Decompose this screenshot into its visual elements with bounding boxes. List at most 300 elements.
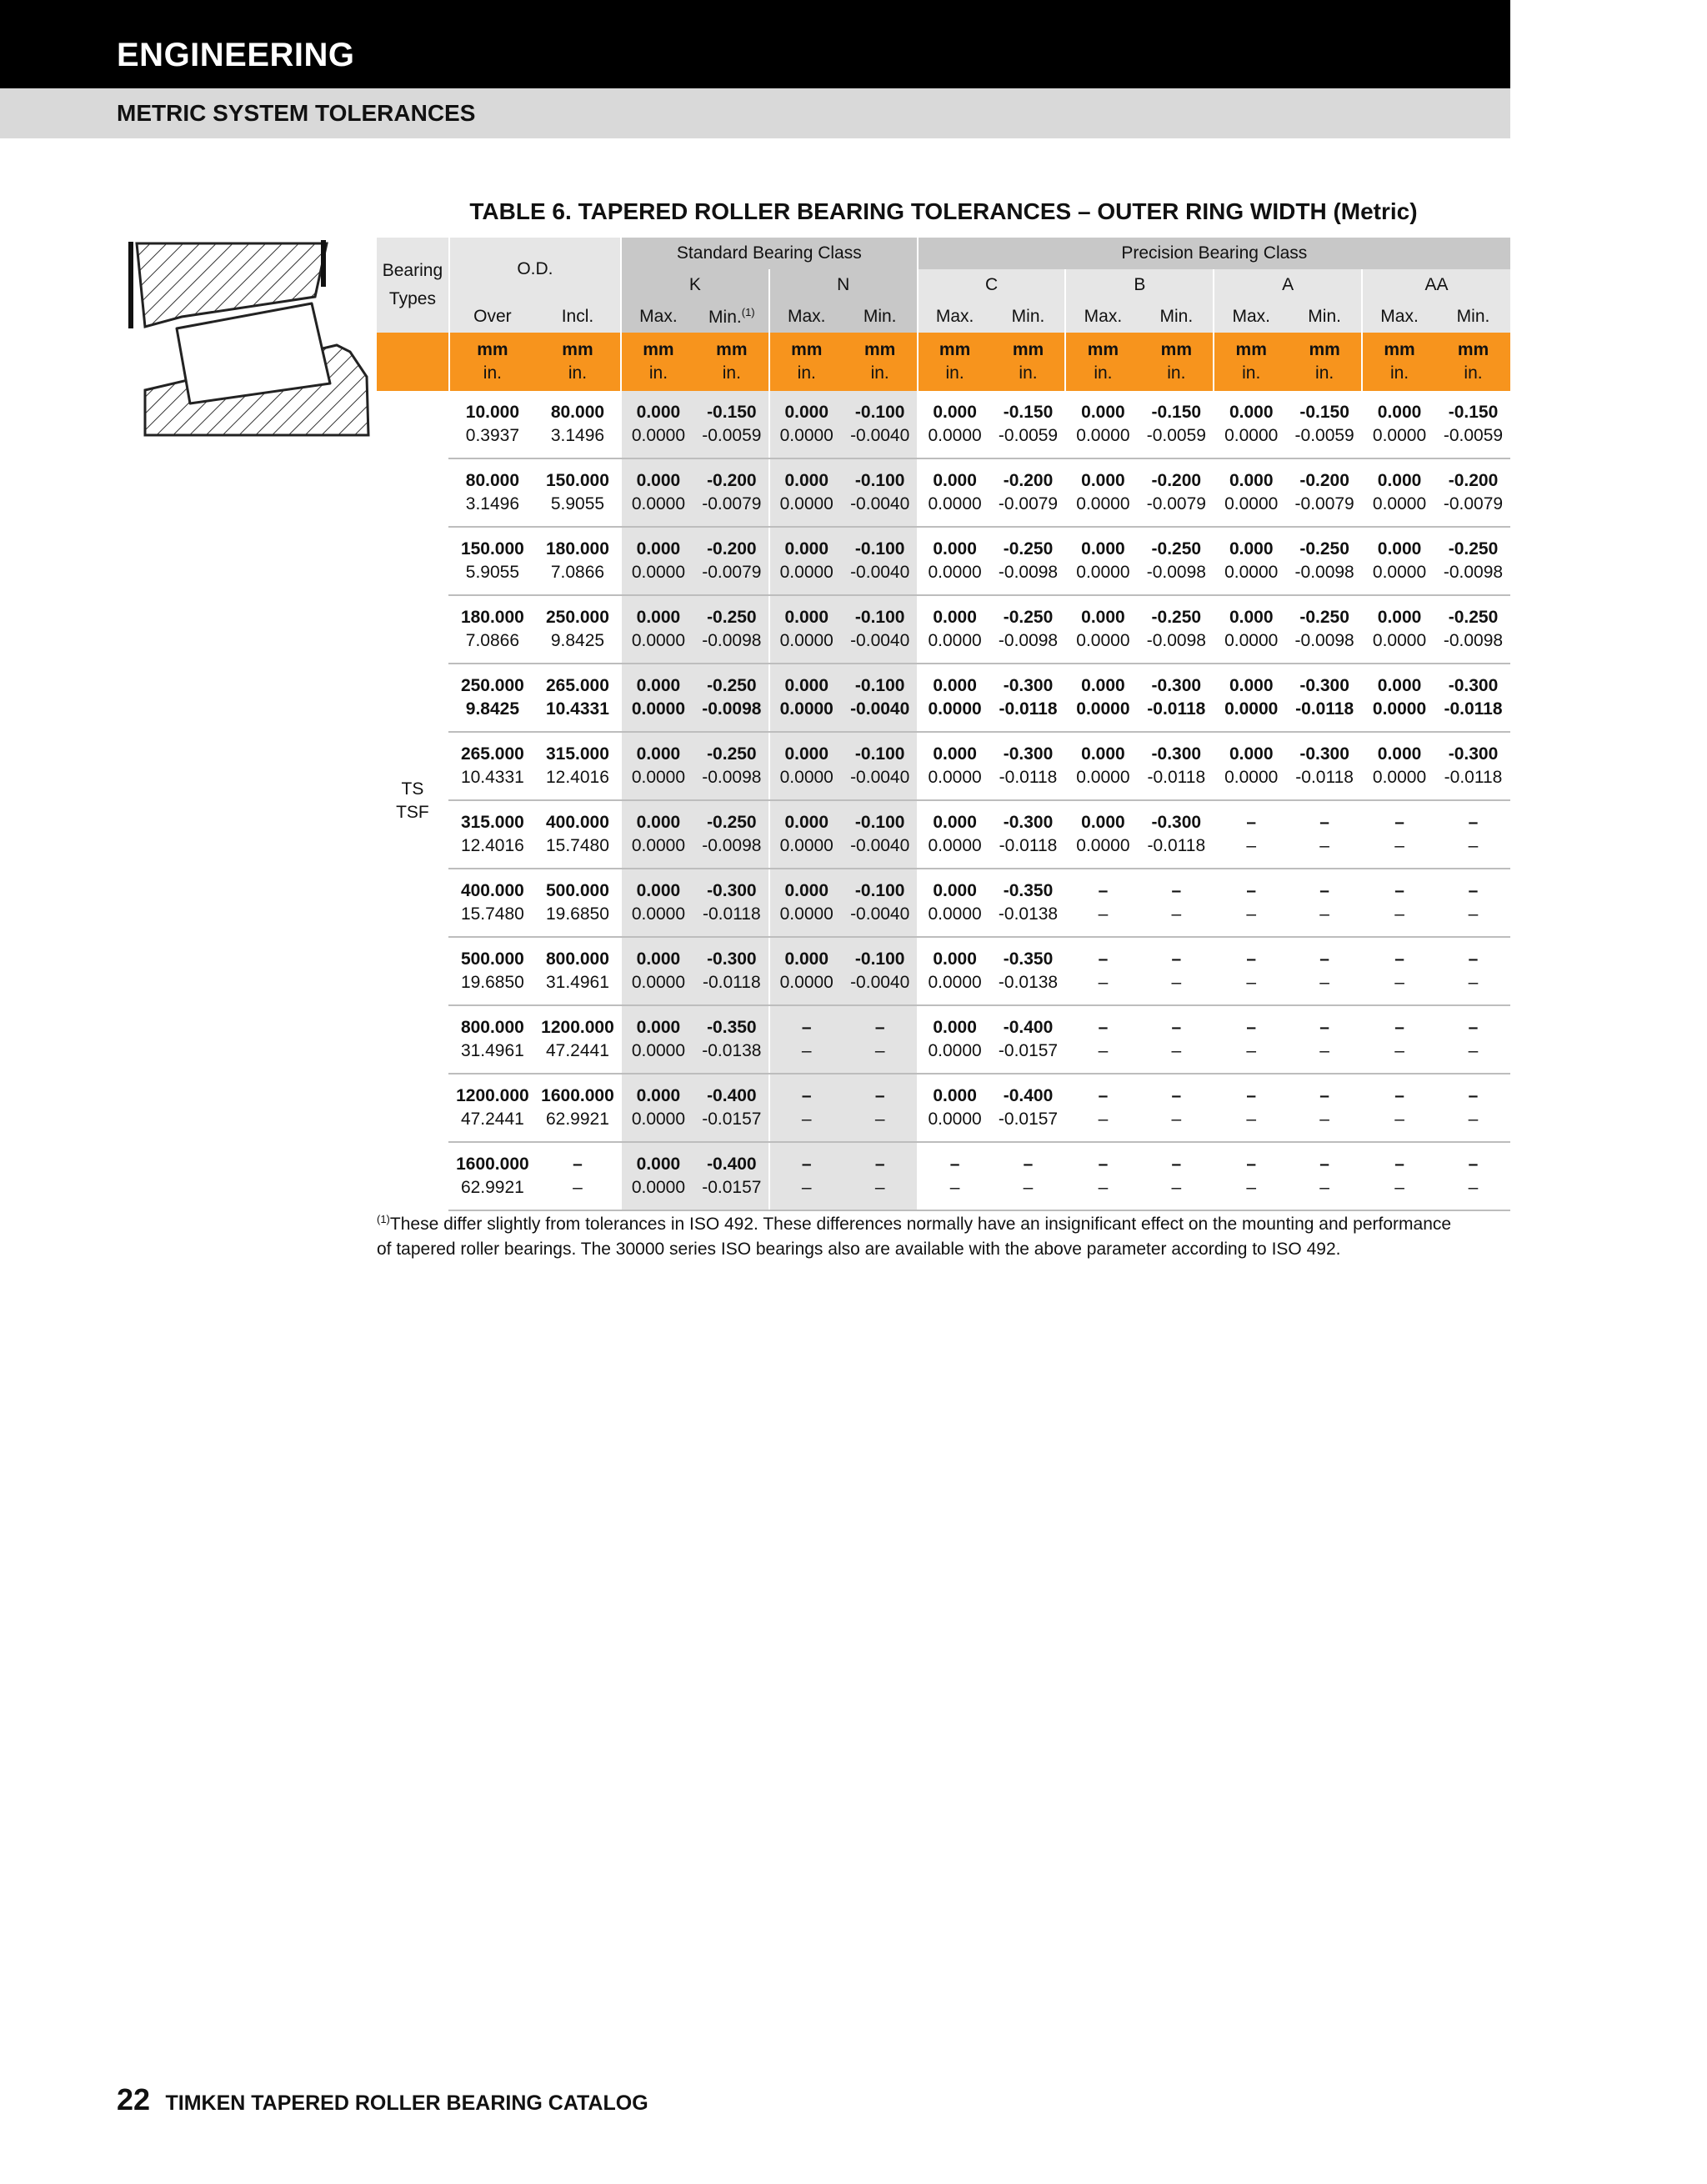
unit-mm-label: mm: [1457, 340, 1489, 359]
value-mm: 0.000: [933, 608, 977, 627]
table-cell: [918, 1005, 992, 1074]
value-in: –: [1171, 904, 1182, 924]
table-cell: [918, 527, 992, 595]
value-mm: 0.000: [636, 403, 681, 422]
footnote-line-2: of tapered roller bearings. The 30000 series ISO bearings also are available with the above parameter according to ISO 492.: [377, 1240, 1341, 1259]
value-in: -0.0098: [998, 563, 1059, 582]
table-cell: [1139, 595, 1214, 664]
units-row: [377, 333, 1510, 391]
value-in: -0.0118: [1147, 699, 1206, 719]
value-mm: -0.200: [1448, 471, 1499, 490]
header-min: Min.: [992, 301, 1066, 333]
table-cell: [843, 458, 918, 527]
table-cell: [918, 937, 992, 1005]
value-mm: -0.300: [707, 949, 757, 969]
table-cell: [449, 1142, 535, 1210]
unit-in-label: in.: [1019, 363, 1038, 383]
table-cell: [449, 1005, 535, 1074]
units-cell: [918, 333, 992, 391]
value-mm: –: [1319, 1155, 1329, 1174]
table-cell: [449, 458, 535, 527]
table-cell: [535, 527, 621, 595]
value-mm: 0.000: [636, 471, 681, 490]
value-in: –: [801, 1110, 812, 1129]
value-in: -0.0157: [998, 1110, 1059, 1129]
value-mm: 0.000: [933, 539, 977, 559]
table-row: [377, 595, 1510, 664]
table-row: [377, 391, 1510, 458]
table-cell: [1288, 527, 1362, 595]
bearing-type-label: TSF: [396, 802, 429, 822]
value-in: -0.0098: [998, 631, 1059, 650]
table-cell: [695, 732, 769, 800]
value-in: –: [1394, 836, 1404, 855]
table-cell: [621, 1074, 695, 1142]
value-mm: 0.000: [636, 744, 681, 764]
table-cell: [918, 1074, 992, 1142]
table-cell: [621, 664, 695, 732]
value-mm: –: [1468, 1155, 1479, 1174]
table-row: [377, 800, 1510, 869]
value-in: 0.0000: [631, 631, 686, 650]
header-max: Max.: [621, 301, 695, 333]
value-in: –: [1246, 1178, 1257, 1197]
table-cell: [1436, 664, 1510, 732]
value-mm: –: [1319, 881, 1329, 900]
value-in: 0.0000: [631, 494, 686, 513]
value-in: –: [1394, 904, 1404, 924]
value-mm: –: [1246, 1018, 1257, 1037]
table-cell: [535, 800, 621, 869]
units-cell: [1288, 333, 1362, 391]
value-mm: 0.000: [636, 1018, 681, 1037]
value-mm: -0.150: [1448, 403, 1499, 422]
value-mm: –: [949, 1155, 960, 1174]
value-in: –: [1468, 973, 1479, 992]
value-in: –: [1394, 973, 1404, 992]
header-max: Max.: [1214, 301, 1288, 333]
value-mm: 80.000: [465, 471, 520, 490]
value-in: 3.1496: [465, 494, 520, 513]
table-cell: [769, 869, 843, 937]
value-in: 0.0000: [1372, 631, 1427, 650]
value-mm: –: [1394, 1086, 1404, 1105]
header-max: Max.: [918, 301, 992, 333]
value-mm: 0.000: [1377, 539, 1422, 559]
value-mm: 180.000: [460, 608, 524, 627]
value-in: –: [1468, 836, 1479, 855]
table-cell: [449, 937, 535, 1005]
value-mm: -0.200: [707, 471, 757, 490]
value-mm: 0.000: [1229, 676, 1274, 695]
units-cell: [1436, 333, 1510, 391]
table-cell: [1288, 458, 1362, 527]
table-cell: [918, 664, 992, 732]
value-mm: 0.000: [784, 676, 829, 695]
bearing-type-label: TS: [401, 779, 424, 799]
value-in: –: [1098, 1110, 1109, 1129]
value-mm: 250.000: [545, 608, 609, 627]
value-mm: -0.250: [707, 608, 757, 627]
table-cell: [1214, 937, 1288, 1005]
table-cell: [992, 869, 1066, 937]
value-mm: -0.200: [1299, 471, 1349, 490]
value-in: –: [1319, 973, 1329, 992]
table-cell: [1362, 1074, 1436, 1142]
value-mm: –: [874, 1086, 885, 1105]
table-cell: [769, 800, 843, 869]
header-max: Max.: [1065, 301, 1139, 333]
value-in: 10.4331: [545, 699, 609, 719]
value-mm: –: [1171, 881, 1182, 900]
value-mm: –: [573, 1155, 583, 1174]
value-mm: 0.000: [933, 676, 977, 695]
value-in: -0.0040: [850, 563, 910, 582]
value-mm: 500.000: [545, 881, 609, 900]
value-mm: -0.150: [1299, 403, 1349, 422]
unit-in-label: in.: [870, 363, 889, 383]
table-cell: [1065, 527, 1139, 595]
value-mm: 0.000: [636, 949, 681, 969]
value-in: 7.0866: [550, 563, 605, 582]
table-cell: [1288, 595, 1362, 664]
table-cell: [843, 595, 918, 664]
value-mm: -0.300: [1448, 744, 1499, 764]
value-mm: 0.000: [1081, 539, 1125, 559]
value-mm: –: [1246, 881, 1257, 900]
footnote-marker: (1): [377, 1213, 390, 1225]
header-class-aa: AA: [1362, 269, 1510, 301]
value-in: –: [1171, 973, 1182, 992]
value-mm: 0.000: [933, 813, 977, 832]
value-mm: -0.150: [707, 403, 757, 422]
value-mm: 0.000: [933, 744, 977, 764]
value-in: 7.0866: [465, 631, 520, 650]
table-cell: [535, 1005, 621, 1074]
value-mm: –: [1098, 1086, 1109, 1105]
value-in: 0.0000: [1224, 631, 1279, 650]
value-in: 0.0000: [779, 768, 833, 787]
value-in: -0.0079: [1294, 494, 1354, 513]
table-cell: [918, 869, 992, 937]
value-in: 0.0000: [928, 836, 982, 855]
unit-in-label: in.: [1242, 363, 1261, 383]
table-cell: [769, 1142, 843, 1210]
table-cell: [1065, 937, 1139, 1005]
value-mm: 1600.000: [456, 1155, 529, 1174]
table-cell: [992, 391, 1066, 458]
value-in: -0.0059: [1294, 426, 1354, 445]
header-max: Max.: [769, 301, 843, 333]
unit-mm-label: mm: [939, 340, 971, 359]
table-cell: [769, 1074, 843, 1142]
value-in: 0.0000: [1372, 699, 1427, 719]
value-in: 0.0000: [631, 426, 686, 445]
value-mm: 0.000: [933, 949, 977, 969]
units-cell: [1362, 333, 1436, 391]
value-mm: 0.000: [784, 539, 829, 559]
table-cell: [992, 937, 1066, 1005]
value-mm: -0.250: [1299, 608, 1349, 627]
table-cell: [1065, 1005, 1139, 1074]
value-mm: 265.000: [545, 676, 609, 695]
table-cell: [1139, 527, 1214, 595]
value-mm: –: [1319, 949, 1329, 969]
table-cell: [695, 800, 769, 869]
table-cell: [1436, 1005, 1510, 1074]
value-mm: –: [1098, 881, 1109, 900]
unit-in-label: in.: [1315, 363, 1334, 383]
value-in: -0.0098: [1146, 631, 1206, 650]
value-in: -0.0040: [850, 426, 910, 445]
value-mm: 0.000: [933, 881, 977, 900]
value-mm: 0.000: [784, 608, 829, 627]
table-cell: [1214, 1142, 1288, 1210]
value-in: 0.0000: [1076, 426, 1130, 445]
value-in: 0.0000: [779, 973, 833, 992]
value-in: 0.0000: [1224, 426, 1279, 445]
units-cell: [535, 333, 621, 391]
table-cell: [918, 391, 992, 458]
unit-mm-label: mm: [1309, 340, 1340, 359]
value-mm: -0.100: [854, 403, 905, 422]
header-bearing-types: Bearing Types: [377, 238, 449, 333]
table-cell: [992, 1005, 1066, 1074]
value-mm: 0.000: [1377, 403, 1422, 422]
value-in: -0.0079: [702, 563, 762, 582]
value-in: –: [1098, 1041, 1109, 1060]
table-cell: [769, 595, 843, 664]
value-mm: 0.000: [1081, 403, 1125, 422]
value-mm: -0.350: [1003, 949, 1054, 969]
table-cell: [621, 800, 695, 869]
table-cell: [843, 527, 918, 595]
value-in: 0.0000: [1372, 426, 1427, 445]
value-mm: –: [1468, 881, 1479, 900]
value-mm: -0.100: [854, 539, 905, 559]
table-cell: [1288, 937, 1362, 1005]
value-mm: 315.000: [460, 813, 524, 832]
value-in: -0.0059: [702, 426, 762, 445]
value-mm: –: [1246, 1155, 1257, 1174]
value-mm: –: [1098, 949, 1109, 969]
value-in: 47.2441: [460, 1110, 524, 1129]
table-cell: [843, 1142, 918, 1210]
unit-mm-label: mm: [1012, 340, 1044, 359]
table-cell: [1065, 664, 1139, 732]
value-mm: -0.350: [1003, 881, 1054, 900]
value-in: -0.0079: [1443, 494, 1504, 513]
value-in: –: [1246, 973, 1257, 992]
section-header-bar: [0, 0, 1510, 88]
value-in: -0.0059: [1443, 426, 1504, 445]
table-cell: [621, 458, 695, 527]
subsection-title: METRIC SYSTEM TOLERANCES: [117, 100, 476, 126]
unit-in-label: in.: [1464, 363, 1483, 383]
value-mm: –: [1023, 1155, 1034, 1174]
value-mm: 0.000: [1377, 676, 1422, 695]
value-mm: 180.000: [545, 539, 609, 559]
header-precision-class: Precision Bearing Class: [918, 238, 1510, 269]
value-in: 19.6850: [545, 904, 609, 924]
header-standard-class: Standard Bearing Class: [621, 238, 918, 269]
value-mm: 800.000: [460, 1018, 524, 1037]
table-cell: [769, 527, 843, 595]
value-in: 0.0000: [779, 836, 833, 855]
value-mm: –: [801, 1155, 812, 1174]
value-mm: -0.250: [707, 676, 757, 695]
value-mm: -0.400: [1003, 1086, 1054, 1105]
units-blank: [377, 333, 449, 391]
table-cell: [1214, 595, 1288, 664]
value-in: 0.0000: [631, 1041, 686, 1060]
value-in: 0.0000: [631, 1110, 686, 1129]
table-cell: [992, 800, 1066, 869]
value-in: –: [1098, 904, 1109, 924]
value-in: 0.0000: [779, 699, 833, 719]
table-row: [377, 1005, 1510, 1074]
table-cell: [1065, 458, 1139, 527]
value-in: 12.4016: [460, 836, 524, 855]
value-in: –: [1468, 1041, 1479, 1060]
value-in: -0.0118: [1444, 768, 1503, 787]
table-cell: [695, 1142, 769, 1210]
table-cell: [1139, 1142, 1214, 1210]
header-class-a: A: [1214, 269, 1362, 301]
table-cell: [992, 527, 1066, 595]
value-mm: 0.000: [933, 471, 977, 490]
value-in: 0.0000: [928, 1110, 982, 1129]
table-cell: [535, 732, 621, 800]
value-mm: –: [1394, 1018, 1404, 1037]
value-mm: -0.400: [707, 1086, 757, 1105]
table-cell: [621, 732, 695, 800]
value-in: 0.0000: [631, 836, 686, 855]
page-footer: [117, 2082, 648, 2117]
table-row: [377, 1074, 1510, 1142]
unit-in-label: in.: [797, 363, 816, 383]
table-cell: [1362, 595, 1436, 664]
value-in: 0.0000: [1076, 768, 1130, 787]
table-cell: [535, 869, 621, 937]
value-mm: -0.100: [854, 471, 905, 490]
value-mm: -0.250: [1003, 539, 1054, 559]
table-cell: [918, 458, 992, 527]
unit-mm-label: mm: [1160, 340, 1192, 359]
value-in: 0.0000: [631, 1178, 686, 1197]
units-cell: [992, 333, 1066, 391]
value-in: 0.0000: [1224, 494, 1279, 513]
table-cell: [1436, 800, 1510, 869]
value-in: 0.0000: [1076, 699, 1130, 719]
value-mm: -0.250: [1448, 539, 1499, 559]
value-mm: 0.000: [784, 403, 829, 422]
table-cell: [1065, 391, 1139, 458]
table-cell: [992, 664, 1066, 732]
table-cell: [1436, 869, 1510, 937]
value-mm: 0.000: [1229, 403, 1274, 422]
table-cell: [449, 595, 535, 664]
table-cell: [695, 458, 769, 527]
value-in: 0.0000: [631, 768, 686, 787]
value-mm: –: [1319, 1086, 1329, 1105]
value-mm: 0.000: [933, 1086, 977, 1105]
table-cell: [1288, 391, 1362, 458]
table-row: [377, 937, 1510, 1005]
value-in: 3.1496: [550, 426, 605, 445]
value-mm: 500.000: [460, 949, 524, 969]
table-cell: [535, 458, 621, 527]
table-cell: [1362, 1005, 1436, 1074]
table-row: [377, 458, 1510, 527]
table-cell: [1139, 869, 1214, 937]
header-min: Min.: [1436, 301, 1510, 333]
header-over: Over: [449, 301, 535, 333]
value-mm: -0.100: [854, 608, 905, 627]
table-row: [377, 732, 1510, 800]
value-in: –: [1319, 836, 1329, 855]
table-cell: [449, 800, 535, 869]
value-mm: 0.000: [784, 949, 829, 969]
value-mm: 0.000: [933, 1018, 977, 1037]
table-cell: [1214, 1005, 1288, 1074]
value-in: 15.7480: [460, 904, 524, 924]
table-cell: [1288, 1005, 1362, 1074]
table-cell: [449, 869, 535, 937]
value-in: –: [1468, 904, 1479, 924]
header-min: Min.: [1288, 301, 1362, 333]
value-in: 0.0000: [779, 494, 833, 513]
unit-in-label: in.: [483, 363, 502, 383]
value-in: 0.0000: [928, 494, 982, 513]
table-cell: [918, 800, 992, 869]
unit-mm-label: mm: [1384, 340, 1415, 359]
value-in: -0.0118: [999, 768, 1058, 787]
value-in: –: [1171, 1110, 1182, 1129]
value-mm: -0.250: [1299, 539, 1349, 559]
value-in: -0.0098: [702, 699, 762, 719]
header-od: O.D.: [449, 238, 621, 301]
value-mm: 0.000: [784, 813, 829, 832]
value-mm: 1600.000: [541, 1086, 614, 1105]
value-mm: –: [1319, 813, 1329, 832]
value-in: –: [801, 1041, 812, 1060]
value-in: -0.0098: [702, 631, 762, 650]
table-cell: [1362, 1142, 1436, 1210]
value-in: –: [1246, 836, 1257, 855]
table-cell: [769, 1005, 843, 1074]
table-cell: [1214, 732, 1288, 800]
value-in: 0.0000: [631, 699, 686, 719]
value-mm: 0.000: [1229, 539, 1274, 559]
table-cell: [1065, 800, 1139, 869]
value-mm: -0.300: [1151, 744, 1202, 764]
value-in: -0.0040: [850, 836, 910, 855]
value-mm: 0.000: [1229, 744, 1274, 764]
table-cell: [769, 664, 843, 732]
value-mm: –: [1246, 949, 1257, 969]
value-in: 12.4016: [545, 768, 609, 787]
value-in: 0.0000: [779, 426, 833, 445]
value-mm: –: [1246, 1086, 1257, 1105]
value-in: –: [874, 1110, 885, 1129]
unit-in-label: in.: [568, 363, 588, 383]
value-in: 0.0000: [928, 563, 982, 582]
unit-mm-label: mm: [1235, 340, 1267, 359]
value-mm: 150.000: [460, 539, 524, 559]
unit-mm-label: mm: [477, 340, 508, 359]
value-in: –: [1246, 1110, 1257, 1129]
